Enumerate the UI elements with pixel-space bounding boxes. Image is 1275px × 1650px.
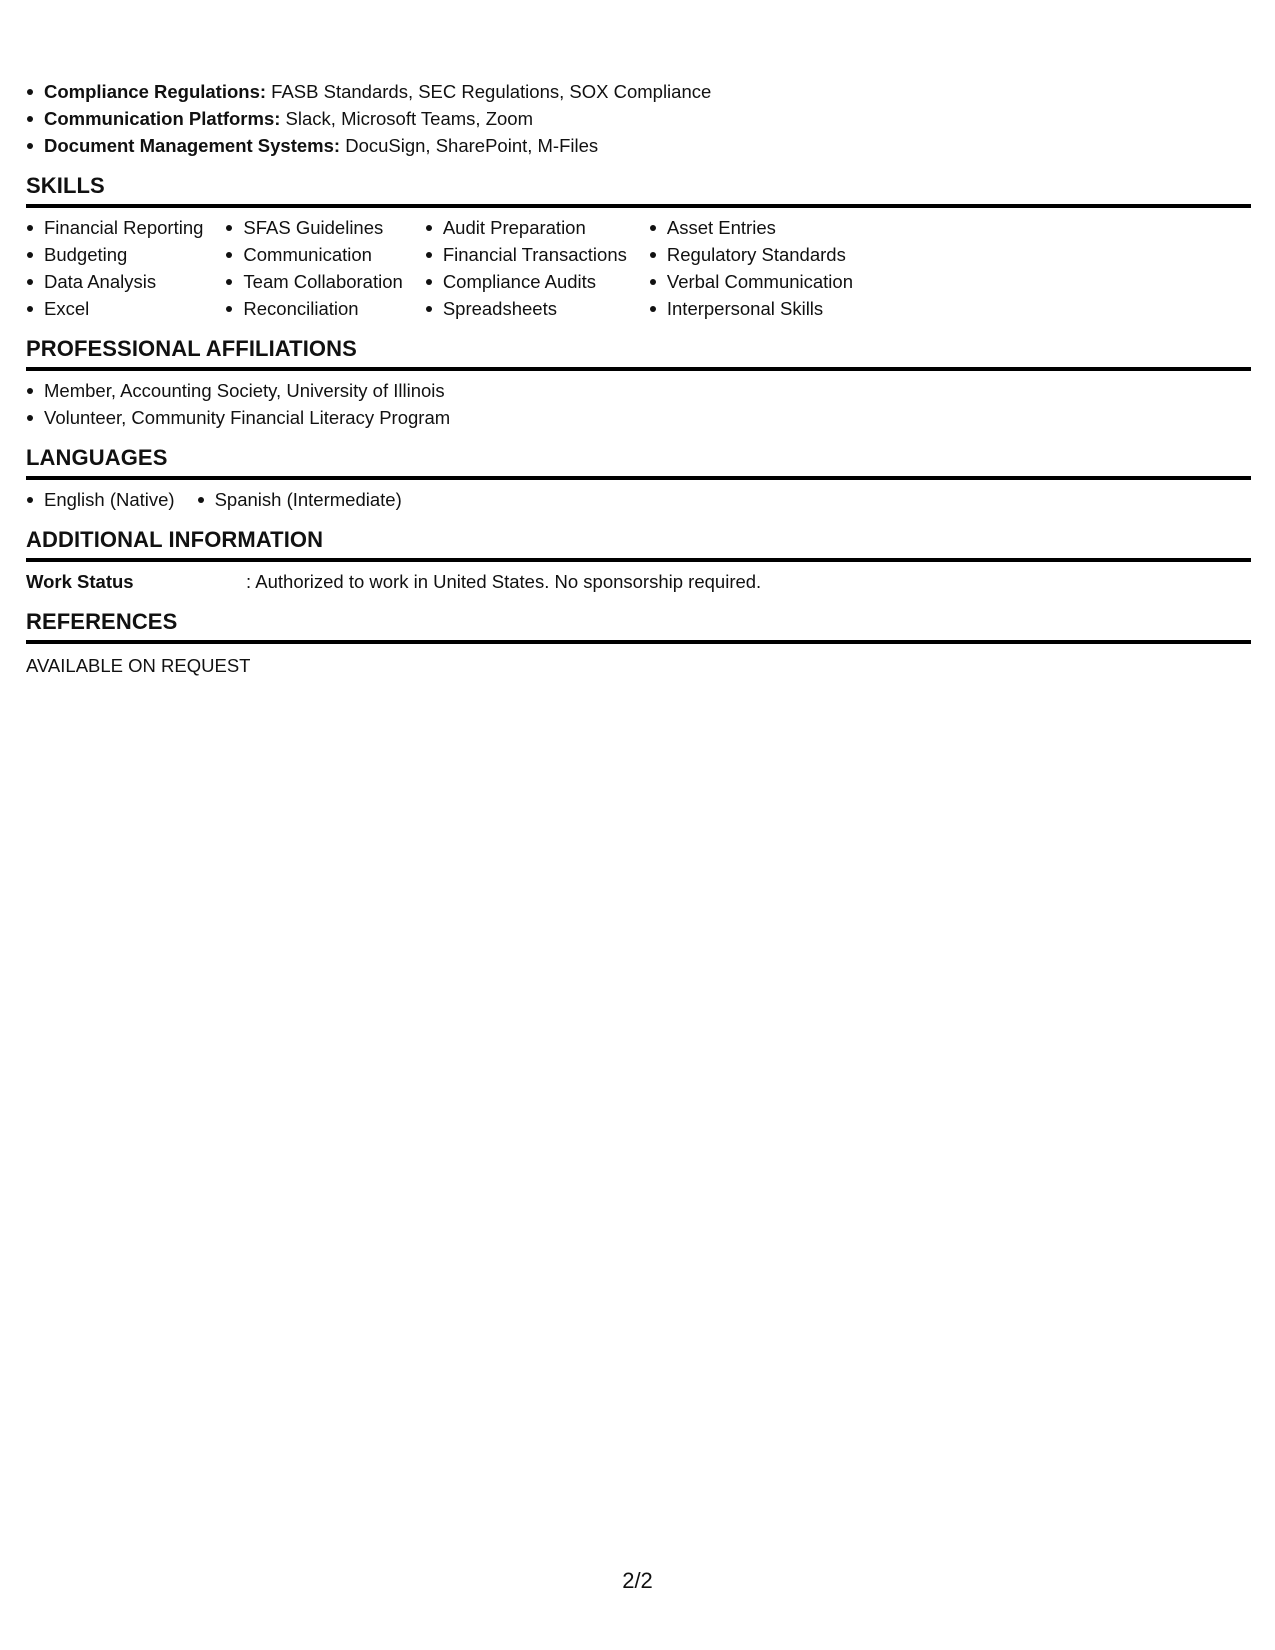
skill-item: Financial Transactions — [425, 241, 627, 268]
section-heading: LANGUAGES — [26, 444, 1251, 480]
languages-list — [26, 486, 1251, 513]
skill-item: Reconciliation — [225, 295, 402, 322]
skill-item: Team Collaboration — [225, 268, 402, 295]
skills-column — [649, 214, 853, 322]
tool-category-value: DocuSign, SharePoint, M-Files — [340, 135, 599, 156]
language-item: Spanish (Intermediate) — [197, 486, 402, 513]
list-item — [26, 105, 1251, 132]
skills-column — [225, 214, 402, 322]
skills-column — [26, 214, 203, 322]
skill-item: Compliance Audits — [425, 268, 627, 295]
section-heading: REFERENCES — [26, 608, 1251, 644]
list-item — [26, 78, 1251, 105]
language-item: English (Native) — [26, 486, 175, 513]
additional-info-section — [26, 526, 1251, 595]
section-heading: PROFESSIONAL AFFILIATIONS — [26, 335, 1251, 371]
work-status-row — [26, 568, 1251, 595]
tool-category-label: Document Management Systems: — [44, 135, 341, 156]
skills-column — [425, 214, 627, 322]
section-heading: ADDITIONAL INFORMATION — [26, 526, 1251, 562]
resume-page — [26, 78, 1251, 679]
skill-item: Asset Entries — [649, 214, 853, 241]
tool-category-label: Communication Platforms: — [44, 108, 281, 129]
skill-item: Spreadsheets — [425, 295, 627, 322]
list-item — [26, 132, 1251, 159]
affiliations-section — [26, 335, 1251, 431]
skill-item: Audit Preparation — [425, 214, 627, 241]
skill-item: SFAS Guidelines — [225, 214, 402, 241]
skills-grid — [26, 214, 1251, 322]
skill-item: Financial Reporting — [26, 214, 203, 241]
skill-item: Excel — [26, 295, 203, 322]
skill-item: Verbal Communication — [649, 268, 853, 295]
page-number: 2/2 — [622, 1568, 653, 1593]
affiliations-list — [26, 377, 1251, 431]
languages-section — [26, 444, 1251, 513]
skill-item: Interpersonal Skills — [649, 295, 853, 322]
skills-section — [26, 172, 1251, 322]
work-status-value: : Authorized to work in United States. No sponsorship required. — [246, 571, 762, 592]
skill-item: Regulatory Standards — [649, 241, 853, 268]
tools-list — [26, 78, 1251, 159]
tool-category-label: Compliance Regulations: — [44, 81, 267, 102]
skill-item: Data Analysis — [26, 268, 203, 295]
skill-item: Budgeting — [26, 241, 203, 268]
affiliation-item: Volunteer, Community Financial Literacy Program — [26, 404, 1251, 431]
affiliation-item: Member, Accounting Society, University of Illinois — [26, 377, 1251, 404]
tool-category-value: Slack, Microsoft Teams, Zoom — [280, 108, 533, 129]
references-text: AVAILABLE ON REQUEST — [26, 655, 251, 676]
tool-category-value: FASB Standards, SEC Regulations, SOX Compliance — [266, 81, 712, 102]
references-section — [26, 608, 1251, 679]
skill-item: Communication — [225, 241, 402, 268]
work-status-label: Work Status — [26, 571, 134, 592]
section-heading: SKILLS — [26, 172, 1251, 208]
